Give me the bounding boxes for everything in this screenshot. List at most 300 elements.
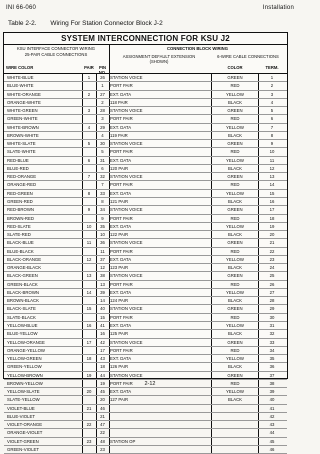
assignment-label: PORT PAIR bbox=[110, 248, 133, 254]
table-row bbox=[4, 256, 287, 264]
terminal-number: 29 bbox=[269, 306, 275, 312]
terminal-number: 26 bbox=[269, 281, 275, 287]
pin-number: 26 bbox=[100, 75, 105, 80]
pin-number: 12 bbox=[100, 265, 105, 271]
pair-number: 10 bbox=[86, 223, 92, 229]
pin-number: 45 bbox=[100, 389, 105, 395]
table-row bbox=[4, 206, 287, 214]
wire-color: BROWN-WHITE bbox=[7, 132, 39, 138]
wire-color: WHITE-BROWN bbox=[7, 124, 39, 130]
cable-color: RED bbox=[230, 116, 240, 122]
table-row bbox=[4, 438, 287, 446]
assignment-label: EXT. DATA bbox=[110, 356, 132, 362]
assignment-label: PORT PAIR bbox=[110, 116, 133, 122]
assignment-label: PORT PAIR bbox=[110, 215, 133, 221]
table-row bbox=[4, 124, 287, 132]
pair-number: 14 bbox=[86, 289, 92, 295]
cable-color: YELLOW bbox=[226, 223, 244, 229]
doc-number: INI 66-060 bbox=[6, 5, 37, 11]
terminal-number: 25 bbox=[269, 273, 275, 279]
table-row bbox=[4, 198, 287, 206]
cable-color: YELLOW bbox=[226, 356, 244, 362]
terminal-number: 33 bbox=[269, 339, 275, 345]
terminal-number: 27 bbox=[269, 289, 275, 295]
wire-color: WHITE-SLATE bbox=[7, 141, 36, 147]
table-row bbox=[4, 181, 287, 189]
table-row bbox=[4, 107, 287, 115]
table-row bbox=[4, 289, 287, 297]
pair-number: 21 bbox=[86, 405, 92, 411]
terminal-number: 17 bbox=[269, 207, 275, 213]
terminal-number: 12 bbox=[269, 165, 275, 171]
terminal-number: 41 bbox=[269, 405, 275, 411]
pair-number: 5 bbox=[87, 141, 91, 147]
cable-color: RED bbox=[230, 149, 240, 155]
pin-number: 3 bbox=[101, 116, 104, 122]
wire-color: BROWN-RED bbox=[7, 215, 34, 221]
cable-color: BLACK bbox=[227, 265, 243, 271]
term-header: TERM. bbox=[265, 65, 279, 70]
pin-number: 10 bbox=[100, 232, 105, 238]
pair-number: 23 bbox=[86, 438, 92, 444]
wire-color: YELLOW-SLATE bbox=[7, 389, 40, 395]
cable-color: GREEN bbox=[227, 75, 243, 80]
pin-number: 40 bbox=[100, 306, 105, 312]
table-row bbox=[4, 140, 287, 148]
terminal-number: 30 bbox=[269, 314, 275, 320]
wire-color: BLUE-RED bbox=[7, 165, 29, 171]
table-row bbox=[4, 264, 287, 272]
assignment-label: STATION VOICE bbox=[110, 108, 143, 114]
table-row bbox=[4, 91, 287, 99]
wire-color: VIOLET-ORANGE bbox=[7, 422, 43, 428]
pin-number: 31 bbox=[100, 157, 105, 163]
wire-color: WHITE-BLUE bbox=[7, 75, 34, 80]
pin-number: 5 bbox=[101, 149, 104, 155]
table-row bbox=[4, 223, 287, 231]
page-header bbox=[6, 5, 294, 15]
cable-color: BLACK bbox=[227, 397, 243, 403]
pin-number: 38 bbox=[100, 273, 105, 279]
wire-color: GREEN-YELLOW bbox=[7, 364, 42, 370]
assignment-label: STATION VOICE bbox=[110, 339, 143, 345]
page-number: 2-12 bbox=[144, 381, 156, 387]
pin-number: 46 bbox=[100, 405, 105, 411]
table-row bbox=[4, 314, 287, 322]
wire-color: RED-BROWN bbox=[7, 207, 34, 213]
cable-color: GREEN bbox=[227, 273, 243, 279]
pair-number: 12 bbox=[86, 256, 92, 262]
cable-color: BLACK bbox=[227, 331, 243, 337]
cable-color: BLACK bbox=[227, 132, 243, 138]
wire-color: ORANGE-RED bbox=[7, 182, 37, 188]
terminal-number: 20 bbox=[269, 232, 275, 238]
table-row bbox=[4, 165, 287, 173]
wire-color: SLATE-BLACK bbox=[7, 314, 36, 320]
terminal-number: 10 bbox=[269, 149, 275, 155]
wiring-table bbox=[3, 32, 288, 452]
pair-number: 7 bbox=[87, 174, 91, 180]
pin-number: 33 bbox=[100, 190, 105, 196]
pin-number: 14 bbox=[100, 298, 105, 304]
assignment-label: PORT PAIR bbox=[110, 83, 133, 89]
assignment-label: 122 PAIR bbox=[110, 232, 129, 238]
terminal-number: 38 bbox=[269, 380, 275, 386]
terminal-number: 22 bbox=[269, 248, 275, 254]
terminal-number: 28 bbox=[269, 298, 275, 304]
pair-number: 9 bbox=[87, 207, 91, 213]
cable-color: RED bbox=[230, 347, 240, 353]
pin-number: 17 bbox=[100, 347, 105, 353]
cable-color: RED bbox=[230, 83, 240, 89]
pair-number: 13 bbox=[86, 273, 92, 279]
pin-number: 28 bbox=[100, 108, 105, 114]
assignment-label: EXT. DATA bbox=[110, 223, 132, 229]
terminal-number: 40 bbox=[269, 397, 275, 403]
wire-color: SLATE-YELLOW bbox=[7, 397, 40, 403]
cable-color: BLACK bbox=[227, 298, 243, 304]
pin-number: 32 bbox=[100, 174, 105, 180]
wire-color: ORANGE-WHITE bbox=[7, 99, 41, 105]
wire-color: VIOLET-GREEN bbox=[7, 438, 39, 444]
wire-color: BLACK-BROWN bbox=[7, 289, 39, 295]
pin-number: 4 bbox=[101, 132, 104, 138]
wire-color: BROWN-YELLOW bbox=[7, 380, 43, 386]
wire-color: ORANGE-VIOLET bbox=[7, 430, 43, 436]
assignment-label: 125 PAIR bbox=[110, 331, 129, 337]
assignment-label: STATION VOICE bbox=[110, 273, 143, 279]
assignment-label: 118 PAIR bbox=[110, 99, 128, 105]
table-row bbox=[4, 157, 287, 165]
terminal-number: 8 bbox=[270, 132, 274, 138]
wire-color: SLATE-WHITE bbox=[7, 149, 36, 155]
pin-number: 27 bbox=[100, 91, 105, 97]
table-row bbox=[4, 347, 287, 355]
pin-number: 22 bbox=[100, 430, 105, 436]
wire-color: RED-GREEN bbox=[7, 190, 33, 196]
wire-color: GREEN-BLACK bbox=[7, 281, 38, 287]
pin-number: 19 bbox=[100, 380, 105, 386]
table-row bbox=[4, 388, 287, 396]
cable-color: RED bbox=[230, 182, 240, 188]
terminal-number: 31 bbox=[269, 322, 275, 328]
cable-color: YELLOW bbox=[226, 389, 244, 395]
wire-color: YELLOW-GREEN bbox=[7, 356, 42, 362]
terminal-number: 2 bbox=[270, 83, 274, 89]
assignment-label: STATION VOICE bbox=[110, 75, 143, 80]
terminal-number: 43 bbox=[269, 422, 275, 428]
assignment-label: STATION VOICE bbox=[110, 207, 143, 213]
pin-number: 1 bbox=[101, 83, 104, 89]
table-row bbox=[4, 239, 287, 247]
wire-color: YELLOW-ORANGE bbox=[7, 339, 45, 345]
table-row bbox=[4, 173, 287, 181]
cable-color: GREEN bbox=[227, 141, 243, 147]
wire-color: RED-BLUE bbox=[7, 157, 29, 163]
wire-color: BLUE-WHITE bbox=[7, 83, 34, 89]
cable-color: GREEN bbox=[227, 174, 243, 180]
pin-number: 36 bbox=[100, 240, 105, 246]
terminal-number: 36 bbox=[269, 364, 275, 370]
pin-number: 21 bbox=[100, 413, 105, 419]
assignment-label: 124 PAIR bbox=[110, 298, 129, 304]
pin-number: 11 bbox=[100, 248, 105, 254]
wire-color: BLUE-BLACK bbox=[7, 248, 34, 254]
terminal-number: 18 bbox=[269, 215, 275, 221]
pair-number: 18 bbox=[86, 356, 92, 362]
cable-color: YELLOW bbox=[226, 289, 244, 295]
wire-color: BLUE-YELLOW bbox=[7, 331, 38, 337]
color-header: COLOR bbox=[227, 65, 243, 70]
cable-color: GREEN bbox=[227, 207, 243, 213]
cable-color: YELLOW bbox=[226, 91, 244, 97]
terminal-number: 4 bbox=[270, 99, 274, 105]
terminal-number: 11 bbox=[269, 157, 275, 163]
section-name: Installation bbox=[262, 5, 294, 11]
table-row bbox=[4, 272, 287, 280]
cable-color: BLACK bbox=[227, 198, 243, 204]
pair-number: 17 bbox=[86, 339, 92, 345]
cable-color: RED bbox=[230, 380, 240, 386]
assignment-label: STATION VOICE bbox=[110, 174, 143, 180]
pin-number: 7 bbox=[101, 182, 104, 188]
pair-number: 15 bbox=[86, 306, 92, 312]
cable-color: RED bbox=[230, 215, 240, 221]
assignment-label: EXT. DATA bbox=[110, 289, 132, 295]
assignment-label: PORT PAIR bbox=[110, 281, 133, 287]
table-title: Wiring For Station Connector Block J-2 bbox=[50, 20, 163, 27]
table-row bbox=[4, 115, 287, 123]
table-row bbox=[4, 330, 287, 338]
pin-number: 16 bbox=[100, 331, 105, 337]
assignment-label: 121 PAIR bbox=[110, 198, 129, 204]
pair-number: 2 bbox=[87, 91, 91, 97]
table-row bbox=[4, 429, 287, 437]
wire-color: BROWN-BLACK bbox=[7, 298, 39, 304]
wire-color: VIOLET-BLUE bbox=[7, 405, 35, 411]
cable-color: YELLOW bbox=[226, 124, 244, 130]
wire-color: ORANGE-YELLOW bbox=[7, 347, 45, 353]
assignment-label: 120 PAIR bbox=[110, 165, 129, 171]
table-row bbox=[4, 413, 287, 421]
pair-number: 16 bbox=[86, 322, 92, 328]
pin-number: 23 bbox=[100, 446, 105, 452]
pin-number: 13 bbox=[100, 281, 105, 287]
cable-color: BLACK bbox=[227, 232, 243, 238]
terminal-number: 16 bbox=[269, 198, 275, 204]
wire-color: BLACK-GREEN bbox=[7, 273, 38, 279]
pin-number: 39 bbox=[100, 289, 105, 295]
terminal-number: 7 bbox=[270, 124, 274, 130]
cable-color: BLACK bbox=[227, 364, 243, 370]
wiring-rows bbox=[4, 74, 287, 454]
assignment-label: EXT. DATA bbox=[110, 256, 132, 262]
wire-color: WHITE-ORANGE bbox=[7, 91, 41, 97]
terminal-number: 23 bbox=[269, 256, 275, 262]
cable-color: GREEN bbox=[227, 372, 243, 378]
pair-number: 3 bbox=[87, 108, 91, 114]
ksu-interface-header: KSU INTERFACE CONNECTOR WIRING bbox=[16, 46, 96, 51]
pin-number: 2 bbox=[101, 99, 104, 105]
pin-number: 35 bbox=[100, 223, 105, 229]
cable-color: RED bbox=[230, 281, 240, 287]
assignment-label: EXT. DATA bbox=[110, 91, 132, 97]
assignment-label: STATION VOICE bbox=[110, 306, 143, 312]
table-row bbox=[4, 148, 287, 156]
terminal-number: 42 bbox=[269, 413, 275, 419]
pin-number: 6 bbox=[101, 165, 104, 171]
table-row bbox=[4, 190, 287, 198]
wire-color: GREEN-VIOLET bbox=[7, 446, 39, 452]
cable-color: BLACK bbox=[227, 99, 243, 105]
pin-number: 42 bbox=[100, 339, 105, 345]
assignment-label: 123 PAIR bbox=[110, 265, 129, 271]
cable-color: YELLOW bbox=[226, 256, 244, 262]
cable-color: GREEN bbox=[227, 108, 243, 114]
table-row bbox=[4, 297, 287, 305]
wire-color: GREEN-WHITE bbox=[7, 116, 38, 122]
table-row bbox=[4, 231, 287, 239]
pair-number: 4 bbox=[87, 124, 91, 130]
assignment-label: EXT. DATA bbox=[110, 190, 132, 196]
pair-number: 19 bbox=[86, 372, 92, 378]
assignment-label: STATION VOICE bbox=[110, 372, 143, 378]
pin-number: 48 bbox=[100, 438, 105, 444]
assignment-label: 127 PAIR bbox=[110, 397, 129, 403]
terminal-number: 19 bbox=[269, 223, 275, 229]
connection-block-header: CONNECTION BLOCK WIRING bbox=[167, 46, 228, 51]
wire-color: RED-ORANGE bbox=[7, 174, 37, 180]
wire-color: WHITE-GREEN bbox=[7, 108, 38, 114]
pin-number: 8 bbox=[101, 198, 104, 204]
system-title: SYSTEM INTERCONNECTION FOR KSU J2 bbox=[4, 33, 287, 45]
terminal-number: 32 bbox=[269, 331, 275, 337]
assignment-label: PORT PAIR bbox=[110, 149, 133, 155]
wire-color: BLACK-ORANGE bbox=[7, 256, 42, 262]
pin-number: 41 bbox=[100, 322, 105, 328]
cable-connections-header: 25-PAIR CABLE CONNECTIONS bbox=[24, 52, 88, 57]
terminal-number: 15 bbox=[269, 190, 275, 196]
terminal-number: 46 bbox=[269, 446, 275, 452]
assignment-label: PORT PAIR bbox=[110, 182, 133, 188]
pin-number: 30 bbox=[100, 141, 105, 147]
table-row bbox=[4, 322, 287, 330]
table-number: Table 2-2. bbox=[8, 20, 37, 27]
pin-number: 20 bbox=[100, 397, 105, 403]
assignment-label: 126 PAIR bbox=[110, 364, 129, 370]
pin-number: 47 bbox=[100, 422, 105, 428]
terminal-number: 39 bbox=[269, 389, 275, 395]
pin-number: 9 bbox=[101, 215, 104, 221]
pair-number: 22 bbox=[86, 422, 92, 428]
terminal-number: 3 bbox=[270, 91, 274, 97]
cable-color: YELLOW bbox=[226, 322, 244, 328]
pair-number: 6 bbox=[87, 157, 91, 163]
cable-color: RED bbox=[230, 248, 240, 254]
pin-number: 15 bbox=[100, 314, 105, 320]
table-row bbox=[4, 248, 287, 256]
wire-color: SLATE-RED bbox=[7, 232, 31, 238]
table-row bbox=[4, 405, 287, 413]
assignment-label: EXT. DATA bbox=[110, 389, 132, 395]
wire-color: YELLOW-BROWN bbox=[7, 372, 43, 378]
terminal-number: 5 bbox=[270, 108, 274, 114]
assignment-label: PORT PAIR bbox=[110, 380, 133, 386]
terminal-number: 35 bbox=[269, 356, 275, 362]
pin-number: 44 bbox=[100, 372, 105, 378]
terminal-number: 45 bbox=[269, 438, 275, 444]
wire-color: BLACK-BLUE bbox=[7, 240, 34, 246]
pin-number: 18 bbox=[100, 364, 105, 370]
assignment-label: EXT. DATA bbox=[110, 124, 132, 130]
cable-color: YELLOW bbox=[226, 157, 244, 163]
pair-header: PAIR bbox=[84, 65, 94, 70]
wire-color: BLUE-VIOLET bbox=[7, 413, 35, 419]
table-row bbox=[4, 372, 287, 380]
assignment-label: EXT. DATA bbox=[110, 157, 132, 163]
assignment-label: EXT. DATA bbox=[110, 322, 132, 328]
wire-color: YELLOW-BLUE bbox=[7, 322, 38, 328]
wire-color: GREEN-RED bbox=[7, 198, 33, 204]
pair-number: 8 bbox=[87, 190, 91, 196]
table-row bbox=[4, 215, 287, 223]
table-row bbox=[4, 363, 287, 371]
terminal-number: 1 bbox=[270, 75, 274, 80]
table-row bbox=[4, 305, 287, 313]
table-row bbox=[4, 99, 287, 107]
assignment-label: PORT PAIR bbox=[110, 314, 133, 320]
terminal-number: 13 bbox=[269, 174, 275, 180]
table-row bbox=[4, 421, 287, 429]
cable-color: GREEN bbox=[227, 240, 243, 246]
table-row bbox=[4, 74, 287, 82]
wire-color: RED-SLATE bbox=[7, 223, 31, 229]
terminal-number: 14 bbox=[269, 182, 275, 188]
pin-header: PIN NO. bbox=[98, 65, 107, 75]
table-row bbox=[4, 446, 287, 454]
wire-color-header: WIRE COLOR bbox=[6, 65, 34, 70]
column-headers bbox=[4, 45, 287, 74]
table-row bbox=[4, 82, 287, 90]
pin-number: 34 bbox=[100, 207, 105, 213]
terminal-number: 37 bbox=[269, 372, 275, 378]
terminal-number: 34 bbox=[269, 347, 275, 353]
cable-color: YELLOW bbox=[226, 190, 244, 196]
pin-number: 43 bbox=[100, 356, 105, 362]
table-row bbox=[4, 396, 287, 404]
wire-color: BLACK-SLATE bbox=[7, 306, 36, 312]
table-row bbox=[4, 339, 287, 347]
pair-number: 11 bbox=[86, 240, 92, 246]
assignment-label: PORT PAIR bbox=[110, 347, 133, 353]
pin-number: 29 bbox=[100, 124, 105, 130]
table-caption bbox=[8, 20, 163, 27]
wire-color: ORANGE-BLACK bbox=[7, 265, 42, 271]
pair-number: 20 bbox=[86, 389, 92, 395]
table-row bbox=[4, 355, 287, 363]
terminal-number: 9 bbox=[270, 141, 274, 147]
cable-color: BLACK bbox=[227, 165, 243, 171]
six-wire-header: 6-WIRE CABLE CONNECTIONS bbox=[217, 54, 279, 59]
pin-number: 37 bbox=[100, 256, 105, 262]
cable-color: GREEN bbox=[227, 306, 243, 312]
assignment-label: 119 PAIR bbox=[110, 132, 128, 138]
cable-color: GREEN bbox=[227, 339, 243, 345]
terminal-number: 24 bbox=[269, 265, 275, 271]
terminal-number: 6 bbox=[270, 116, 274, 122]
terminal-number: 21 bbox=[269, 240, 275, 246]
table-row bbox=[4, 132, 287, 140]
